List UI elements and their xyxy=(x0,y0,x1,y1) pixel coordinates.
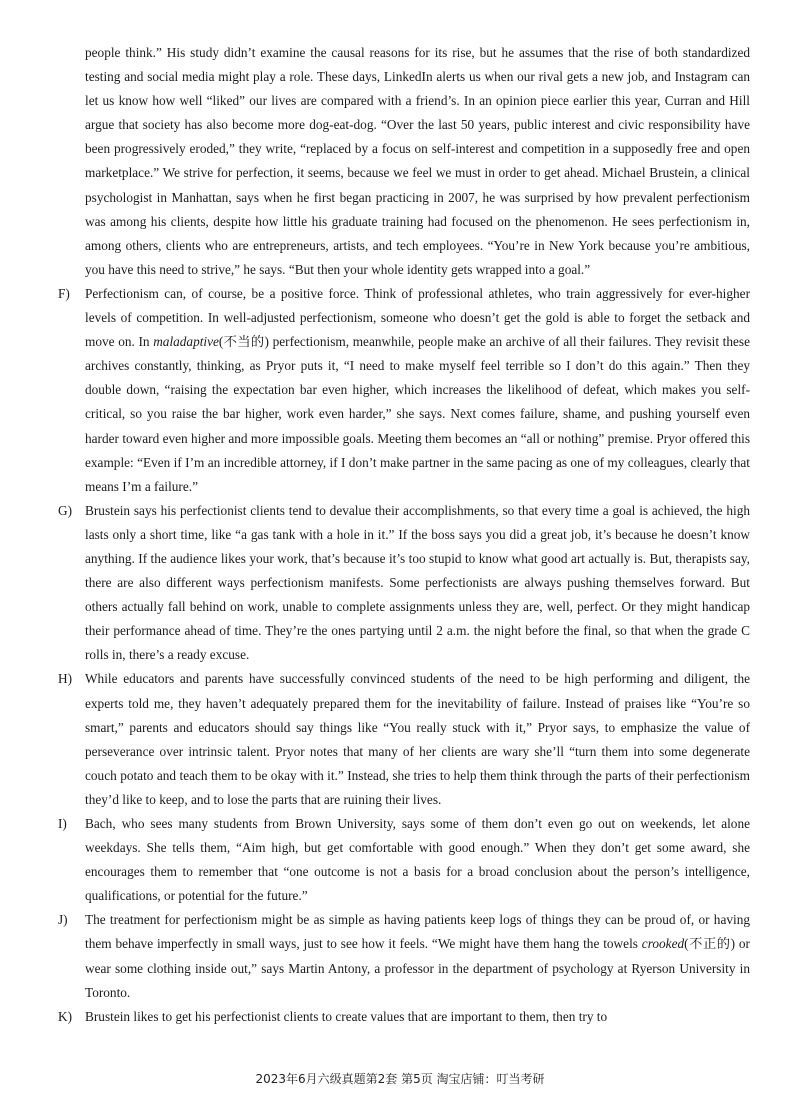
paragraph-letter: H) xyxy=(58,671,73,687)
paragraph-text: Bach, who sees many students from Brown University, says some of them don’t even go out on weekends, let alone weekdays. She tells them, “Aim high, but get comfortable with good enough.” When they don’t get some award, she encourages them to remember that “one outcome is not a basis for a broad conclusion about the person’s intelligence, qualifications, or potential for the future.” xyxy=(85,816,750,904)
chinese-gloss: (不当的) xyxy=(218,334,269,350)
paragraph-letter: I) xyxy=(58,816,67,831)
paragraph-letter: J) xyxy=(58,912,68,928)
paragraph-j xyxy=(58,908,750,1004)
paragraph-f xyxy=(58,282,750,499)
italic-term: maladaptive xyxy=(153,334,219,350)
paragraph-k xyxy=(58,1005,750,1029)
paragraph-text: While educators and parents have successfully convinced students of the need to be high performing and diligent, the experts told me, they haven’t adequately prepared them for the inevitability of failure. Instead of praises like “You’re so smart,” parents and educators should say things like “You really stuck with it,” Pryor says, to emphasize the value of perseverance over intrinsic talent. Pryor notes that many of her clients are wary she’ll “turn them into some degenerate couch potato and teach them to be okay with it.” Instead, she tries to help them think through the parts of their perfectionism they’d like to keep, and to lose the parts that are ruining their lives. xyxy=(85,671,750,807)
chinese-gloss: (不正的) xyxy=(684,936,736,952)
paragraph-letter: F) xyxy=(58,285,70,301)
paragraph-h xyxy=(58,667,750,812)
paragraph-text: Brustein says his perfectionist clients tend to devalue their accomplishments, so that every time a goal is achieved, the high lasts only a short time, like “a gas tank with a hole in it.” If the boss says you did a great job, it’s because he doesn’t know anything. If the audience likes your work, that’s because it’s too stupid to know what good art actually is. But, therapists say, there are also different ways perfectionism manifests. Some perfectionists are always pushing themselves forward. But others actually fall behind on work, unable to complete assignments unless they are, well, perfect. Or they might handicap their performance ahead of time. They’re the ones partying until 2 a.m. the night before the final, so that when the grade C rolls in, there’s a ready excuse. xyxy=(85,502,750,663)
paragraph-text: The treatment for perfectionism might be as simple as having patients keep logs of things they can be proud of, or having them behave imperfectly in small ways, just to see how it feels. “We might have them hang the towels xyxy=(85,912,750,952)
italic-term: crooked xyxy=(641,936,685,952)
article-body xyxy=(58,41,750,1029)
paragraph-letter: K) xyxy=(58,1008,73,1024)
paragraph-i xyxy=(58,812,750,908)
paragraph-e-continued xyxy=(58,41,750,282)
paragraph-letter: G) xyxy=(58,502,73,518)
paragraph-text: people think.” His study didn’t examine the causal reasons for its rise, but he assumes that the rise of both standardized testing and social media might play a role. These days, LinkedIn alerts us when our rival gets a new job, and Instagram can let us know how well “liked” our lives are compared with a friend’s. In an opinion piece earlier this year, Curran and Hill argue that society has also become more dog-eat-dog. “Over the last 50 years, public interest and civic responsibility have been progressively eroded,” they write, “replaced by a focus on self-interest and competition in a supposedly free and open marketplace.” We strive for perfection, it seems, because we feel we must in order to get ahead. Michael Brustein, a clinical psychologist in Manhattan, says when he first began practicing in 2007, he was surprised by how prevalent perfectionism was among his clients, despite how little his graduate training had focused on the phenomenon. He sees perfectionism in, among others, clients who are entrepreneurs, artists, and tech employees. “You’re in New York because you’re ambitious, you have this need to strive,” he says. “But then your whole identity gets wrapped into a goal.” xyxy=(85,45,750,277)
paragraph-text: Perfectionism can, of course, be a positive force. Think of professional athletes, who train aggressively for ever-higher levels of competition. In well-adjusted perfectionism, someone who doesn’t get the gold is able to forget the setback and move on. In xyxy=(85,285,750,350)
paragraph-text: perfectionism, meanwhile, people make an archive of all their failures. They revisit these archives constantly, thinking, as Pryor puts it, “I need to make myself feel terrible so I don’t do this again.” Then they double down, “raising the expectation bar even higher, which increases the likelihood of defeat, which makes you self-critical, so you raise the bar higher, work even harder,” she says. Next comes failure, shame, and pushing yourself even harder toward even higher and more impossible goals. Meeting them becomes an “all or nothing” premise. Pryor offered this example: “Even if I’m an incredible attorney, if I don’t make partner in the same pacing as one of my colleagues, clearly that means I’m a failure.” xyxy=(85,334,750,494)
paragraph-text: or wear some clothing inside out,” says Martin Antony, a professor in the department of psychology at Ryerson University in Toronto. xyxy=(85,936,750,1000)
page-footer: 2023年6月六级真题第2套 第5页 淘宝店铺：叮当考研 xyxy=(255,1072,545,1086)
paragraph-g xyxy=(58,499,750,668)
paragraph-text: Brustein likes to get his perfectionist clients to create values that are important to them, then try to xyxy=(85,1008,608,1024)
